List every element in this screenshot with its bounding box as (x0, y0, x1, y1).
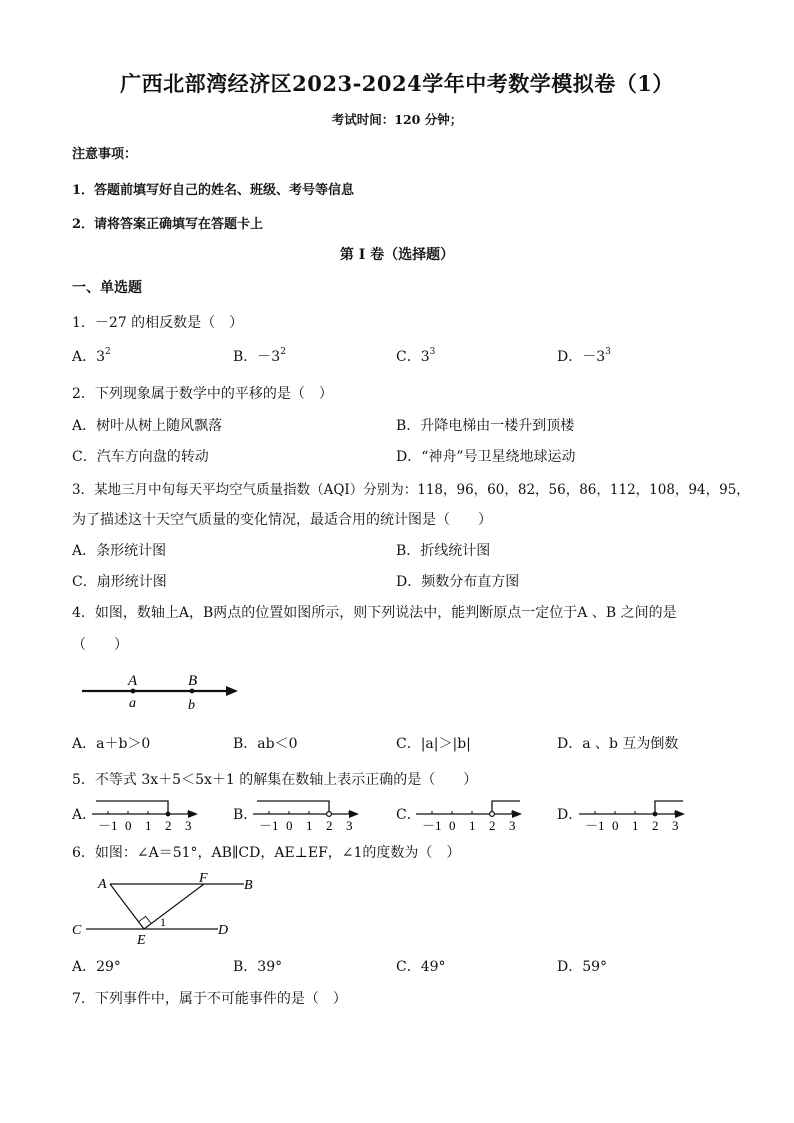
question-4-stem-line2: （ ） (72, 637, 128, 653)
tick-label: 1 (306, 818, 313, 833)
tick-label: 2 (489, 818, 496, 833)
q6-option-b: B．39° (233, 959, 283, 975)
q1-option-b: B．$-3^2$ (233, 347, 286, 365)
q5-number-line-b (251, 793, 366, 833)
notice-heading: 注意事项： (72, 147, 138, 162)
point-label-e: E (137, 933, 146, 948)
q5-d-solid-dot (653, 812, 658, 817)
tick-label: 2 (652, 818, 659, 833)
q5-a-solid-dot (166, 812, 171, 817)
part-heading: 一、单选题 (72, 280, 142, 296)
angle-1-label: 1 (160, 915, 166, 929)
arrow-icon (512, 810, 522, 818)
q5-number-line-d (577, 793, 692, 833)
point-label-f: F (199, 871, 208, 886)
q3-option-c: C．扇形统计图 (72, 574, 167, 590)
point-label-b: B (244, 878, 253, 893)
arrow-icon (675, 810, 685, 818)
question-7-stem: 7．下列事件中，属于不可能事件的是（ ） (72, 991, 347, 1007)
tick-label: －1 (585, 818, 605, 833)
q2-option-b: B．升降电梯由一楼升到顶楼 (396, 418, 575, 434)
q5-a-solution-ray (96, 801, 168, 814)
tick-label: 3 (509, 818, 516, 833)
q4-label-a: a (129, 696, 136, 711)
q5-number-line-a (90, 793, 205, 833)
tick-label: 0 (612, 818, 619, 833)
q6-geometry-figure (66, 866, 266, 948)
q3-option-a: A．条形统计图 (72, 543, 167, 559)
question-1-stem: 1．－27 的相反数是（ ） (72, 315, 244, 331)
q5-b-solution-ray (257, 801, 329, 814)
q5-option-b-label: B． (233, 807, 258, 823)
right-angle-mark (139, 916, 152, 923)
arrow-icon (226, 686, 238, 696)
tick-label: －1 (98, 818, 118, 833)
tick-label: 2 (165, 818, 172, 833)
q3-option-b: B．折线统计图 (396, 543, 491, 559)
segment-ef (144, 884, 204, 929)
q4-point-a (131, 689, 136, 694)
question-3-stem-line2: 为了描述这十天空气质量的变化情况，最适合用的统计图是（ ） (72, 512, 492, 528)
tick-label: 0 (286, 818, 293, 833)
question-5-stem: 5．不等式 3x＋5＜5x＋1 的解集在数轴上表示正确的是（ ） (72, 772, 478, 788)
q1-option-a: A．$3^2$ (72, 347, 111, 365)
q6-option-a: A．29° (72, 959, 121, 975)
volume-heading: 第 I 卷（选择题） (339, 247, 455, 263)
q4-option-d: D．a 、b 互为倒数 (557, 736, 679, 752)
q4-label-b: b (188, 698, 195, 713)
tick-label: 1 (632, 818, 639, 833)
tick-label: 1 (145, 818, 152, 833)
q4-option-c: C．|a|＞|b| (396, 736, 471, 752)
q5-number-line-c (414, 793, 529, 833)
q5-option-a-label: A． (72, 807, 97, 823)
q5-option-d-label: D． (557, 807, 583, 823)
q4-option-a: A．a＋b＞0 (72, 736, 151, 752)
tick-label: 3 (185, 818, 192, 833)
q3-option-d: D．频数分布直方图 (396, 574, 520, 590)
q5-b-open-dot (327, 812, 332, 817)
q4-number-line-figure (78, 670, 248, 716)
tick-label: －1 (422, 818, 442, 833)
tick-label: 1 (469, 818, 476, 833)
question-6-stem: 6．如图：∠A＝51°，AB∥CD，AE⊥EF，∠1的度数为（ ） (72, 845, 461, 861)
q6-option-c: C．49° (396, 959, 446, 975)
question-3-stem-line1: 3．某地三月中旬每天平均空气质量指数（AQI）分别为：118，96，60，82，56，86，112，108，94，95， (72, 482, 750, 498)
arrow-icon (188, 810, 198, 818)
q5-option-c-label: C． (396, 807, 421, 823)
question-4-stem-line1: 4．如图，数轴上A，B两点的位置如图所示，则下列说法中，能判断原点一定位于A 、B 之间的是 (72, 605, 677, 621)
q2-option-a: A．树叶从树上随风飘落 (72, 418, 223, 434)
segment-ae (110, 884, 144, 929)
q4-label-A: A (128, 673, 138, 689)
q4-point-b (190, 689, 195, 694)
q1-option-c: C．$3^3$ (396, 347, 436, 365)
point-label-d: D (218, 923, 229, 938)
q2-option-c: C．汽车方向盘的转动 (72, 449, 209, 465)
q6-option-d: D．59° (557, 959, 608, 975)
arrow-icon (349, 810, 359, 818)
tick-label: －1 (259, 818, 279, 833)
q1-option-d: D．$-3^3$ (557, 347, 611, 365)
q5-c-open-dot (490, 812, 495, 817)
question-2-stem: 2．下列现象属于数学中的平移的是（ ） (72, 386, 333, 402)
tick-label: 2 (326, 818, 333, 833)
point-label-c: C (72, 923, 82, 938)
q4-label-B: B (188, 673, 198, 689)
tick-label: 0 (125, 818, 132, 833)
q2-option-d: D．“神舟”号卫星绕地球运动 (396, 449, 576, 465)
tick-label: 3 (346, 818, 353, 833)
q4-option-b: B．ab＜0 (233, 736, 298, 752)
page-title: 广西北部湾经济区2023-2024学年中考数学模拟卷（1） (120, 71, 674, 96)
tick-label: 3 (672, 818, 679, 833)
notice-item-2: 2．请将答案正确填写在答题卡上 (72, 217, 264, 232)
tick-label: 0 (449, 818, 456, 833)
point-label-a: A (98, 877, 107, 892)
exam-time: 考试时间：120 分钟； (331, 112, 463, 127)
notice-item-1: 1．答题前填写好自己的姓名、班级、考号等信息 (72, 183, 355, 198)
